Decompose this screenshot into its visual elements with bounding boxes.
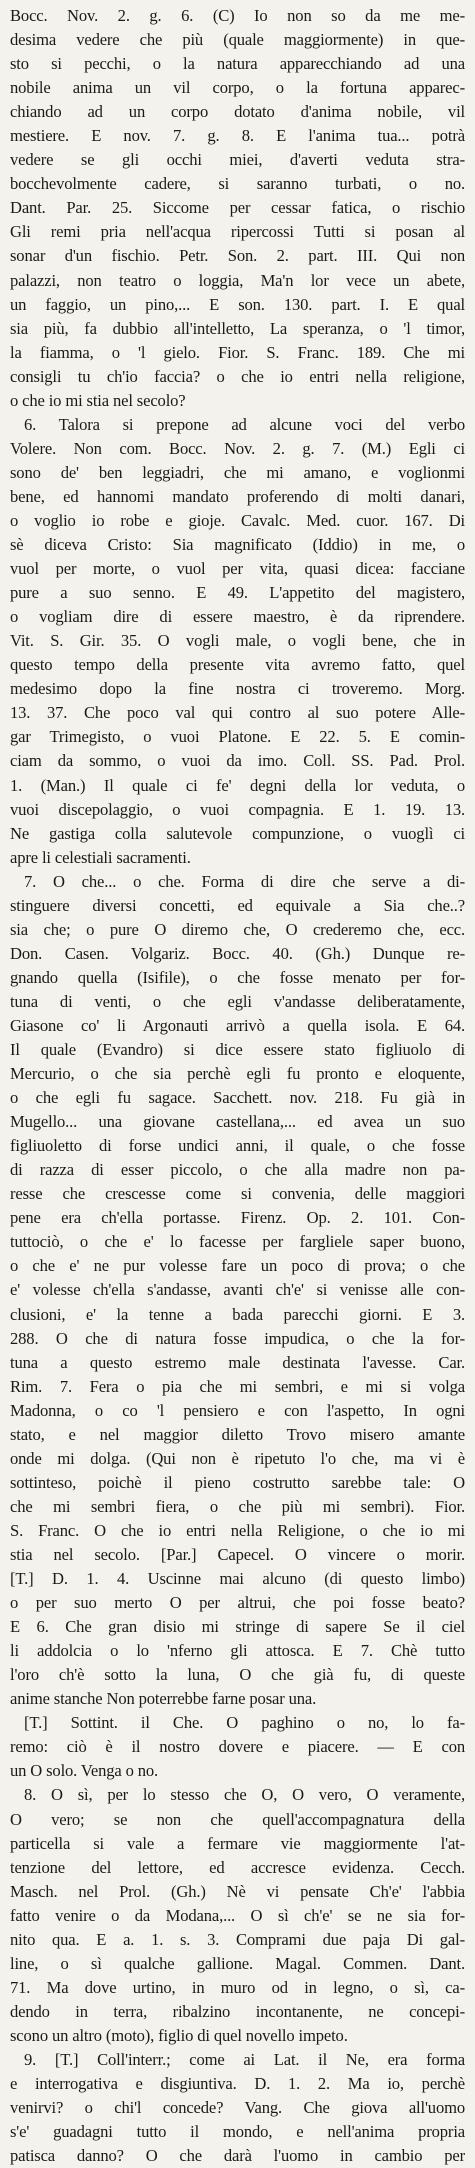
text-line: o vogliam dire di essere maestro, è da riprendere. xyxy=(10,607,465,627)
text-line: gnando quella (Isifile), o che fosse menato per for- xyxy=(10,967,465,987)
text-line: tuna di venti, o che egli v'andasse deliberatamente, xyxy=(10,991,465,1011)
text-line: anime stanche Non poterrebbe farne posar una. xyxy=(10,1689,317,1709)
text-line: 8. O sì, per lo stesso che O, O vero, O veramente, xyxy=(24,1785,465,1805)
text-line: medesimo dopo la fine nostra ci troveremo. Morg. xyxy=(10,679,465,699)
text-line: sè diceva Cristo: Sia magnificato (Iddio) in me, o xyxy=(10,535,465,555)
text-line: stinguere diversi concetti, ed equivale a Sia che..? xyxy=(10,895,465,915)
text-line: e interrogativa e disgiuntiva. D. 1. 2. Ma io, perchè xyxy=(10,2074,465,2094)
text-line: vuoi discepolaggio, o vuoi compagnia. E 1. 19. 13. xyxy=(10,799,465,819)
text-line: resse che crescesse come si convenia, delle maggiori xyxy=(10,1184,465,1204)
text-line: fatto venire o da Modana,... O sì ch'e' se ne sia for- xyxy=(10,1905,465,1925)
text-line: li addolcia o lo 'nferno gli attosca. E 7. Chè tutto xyxy=(10,1641,465,1661)
text-line: dendo in terra, ribalzino incontanente, ne concepi- xyxy=(10,2001,465,2021)
text-line: O vero; se non che quell'accompagnatura della xyxy=(10,1809,465,1829)
text-line: o che e' ne pur volesse fare un poco di prova; o che xyxy=(10,1256,465,1276)
text-line: 71. Ma dove urtino, in muro od in legno, o sì, ca- xyxy=(10,1977,465,1997)
text-line: o che egli fu sagace. Sacchett. nov. 218. Fu già in xyxy=(10,1088,465,1108)
text-line: Ne gastiga colla salutevole compunzione, o vuoglì ci xyxy=(10,823,465,843)
text-line: consigli tu ch'io faccia? o che io entri nella religione, xyxy=(10,366,465,386)
text-line: o voglio io robe e gioje. Cavalc. Med. cuor. 167. Di xyxy=(10,510,465,530)
text-line: nito qua. E a. 1. s. 3. Comprami due paja Di gal- xyxy=(10,1929,465,1949)
text-line: questo tempo della presente vita avremo fatto, quel xyxy=(10,655,465,675)
text-line: Madonna, o co 'l pensiero e con l'aspetto, In ogni xyxy=(10,1400,465,1420)
text-line: patisca danno? O che darà l'uomo in cambio per xyxy=(10,2146,465,2166)
text-line: l'oro ch'è sotto la luna, O che già fu, di queste xyxy=(10,1665,465,1685)
text-line: figliuoletto di forse undici anni, il quale, o che fosse xyxy=(10,1136,465,1156)
text-line: Masch. nel Prol. (Gh.) Nè vi pensate Ch'e' l'abbia xyxy=(10,1881,465,1901)
text-line: Gli remi pria nell'acqua ripercossi Tutti si posan al xyxy=(10,222,465,242)
text-line: pure a suo senno. E 49. L'appetito del magistero, xyxy=(10,583,465,603)
text-line: 1. (Man.) Il quale ci fe' degni della lor veduta, o xyxy=(10,775,465,795)
text-line: bene, ed hannomi mandato proferendo di molti danari, xyxy=(10,486,465,506)
text-line: pene era ch'ella portasse. Firenz. Op. 2. 101. Con- xyxy=(10,1208,465,1228)
text-line: bocchevolmente cadere, si saranno turbati, o no. xyxy=(10,174,465,194)
text-line: 288. O che di natura fosse impudica, o che la for- xyxy=(10,1328,465,1348)
text-line: ciam da sommo, o vuoi da imo. Coll. SS. Pad. Prol. xyxy=(10,751,465,771)
text-line: 13. 37. Che poco val qui contro al suo potere Alle- xyxy=(10,703,465,723)
text-line: clusioni, e' la tenne a bada parecchi giorni. E 3. xyxy=(10,1304,465,1324)
text-line: chiando ad un corpo dotato d'anima nobile, vil xyxy=(10,102,465,122)
text-line: vedere se gli occhi miei, d'averti veduta stra- xyxy=(10,150,465,170)
text-line: o che io mi stia nel secolo? xyxy=(10,390,186,410)
text-line: sonar d'un fischio. Petr. Son. 2. part. III. Qui non xyxy=(10,246,465,266)
text-line: Rim. 7. Fera o pia che mi sembri, e mi si volga xyxy=(10,1376,465,1396)
text-line: venirvi? o chi'l concede? Vang. Che giova all'uomo xyxy=(10,2098,465,2118)
text-line: stia nel secolo. [Par.] Capecel. O vincere o morir. xyxy=(10,1545,465,1564)
text-line: sia più, fa dubbio all'intelletto, La speranza, o 'l timor, xyxy=(10,318,465,338)
text-line: tuttociò, o che e' lo facesse per fargliele saper buono, xyxy=(10,1232,465,1252)
text-line: S. Franc. O che io entri nella Religione, o che io mi xyxy=(10,1520,465,1540)
text-line: e' volesse ch'ella s'andasse, avanti ch'e' si venisse alle con- xyxy=(10,1280,465,1300)
text-line: scono un altro (moto), figlio di quel novello impeto. xyxy=(10,2025,348,2045)
text-line: Giasone co' li Argonauti arrivò a quella isola. E 64. xyxy=(10,1015,465,1035)
text-line: sottinteso, poichè il pieno costrutto sarebbe tale: O xyxy=(10,1472,465,1492)
text-line: sia che; o pure O diremo che, O crederemo che, ecc. xyxy=(10,919,465,939)
text-line: Dant. Par. 25. Siccome per cessar fatica, o rischio xyxy=(10,198,465,218)
text-line: Vit. S. Gir. 35. O vogli male, o vogli bene, che in xyxy=(10,631,465,651)
text-line: vuol per morte, o vuol per vita, quasi dicea: facciane xyxy=(10,559,465,579)
text-line: stato, e nel maggior diletto Trovo misero amante xyxy=(10,1424,465,1444)
text-line: 9. [T.] Coll'interr.; come ai Lat. il Ne, era forma xyxy=(24,2049,465,2069)
text-line: desima vedere che più (quale maggiormente) in que- xyxy=(10,30,465,50)
text-line: s'e' guadagni tutto il mondo, e nell'anima propria xyxy=(10,2122,465,2142)
text-line: che mi sembri fiera, o che più mi sembri). Fior. xyxy=(10,1496,465,1516)
text-line: remo: ciò è il nostro dovere e piacere. — E con xyxy=(10,1737,465,1757)
text-line: Il quale (Evandro) si dice essere stato figliuolo di xyxy=(10,1040,465,1060)
text-line: tenzione del lettore, ed accresce evidenza. Cecch. xyxy=(10,1857,465,1877)
text-line: 7. O che... o che. Forma di dire che serve a di- xyxy=(24,871,465,891)
text-line: o per suo merto O per altrui, che poi fosse beato? xyxy=(10,1593,465,1613)
text-line: gar Trimegisto, o vuoi Platone. E 22. 5. E comin- xyxy=(10,727,465,747)
text-line: Bocc. Nov. 2. g. 6. (C) Io non so da me me- xyxy=(10,6,465,25)
text-line: un O solo. Venga o no. xyxy=(10,1761,159,1781)
text-line: Don. Casen. Volgariz. Bocc. 40. (Gh.) Dunque re- xyxy=(10,943,465,963)
text-line: mestiere. E nov. 7. g. 8. E l'anima tua... potrà xyxy=(10,126,465,146)
text-line: la fiamma, o 'l gielo. Fior. S. Franc. 189. Che mi xyxy=(10,342,465,362)
text-line: un faggio, un pino,... E son. 130. part. I. E qual xyxy=(10,294,465,314)
text-line: sto si pecchi, o la natura apparecchiando ad una xyxy=(10,54,465,74)
text-line: sono de' ben leggiadri, che mi amano, e voglionmi xyxy=(10,462,465,482)
text-line: Mercurio, o che sia perchè egli fu pronto e eloquente, xyxy=(10,1064,465,1084)
text-line: E 6. Che gran disio mi stringe di sapere Se il ciel xyxy=(10,1617,465,1637)
text-line: particella si vale a fermare vie maggiormente l'at- xyxy=(10,1833,465,1853)
text-line: palazzi, non teatro o loggia, Ma'n lor vece un abete, xyxy=(10,270,465,290)
text-line: Volere. Non com. Bocc. Nov. 2. g. 7. (M.) Egli ci xyxy=(10,438,465,458)
text-column xyxy=(10,4,465,2168)
text-line: [T.] D. 1. 4. Uscinne mai alcuno (di questo limbo) xyxy=(10,1569,465,1589)
text-line: [T.] Sottint. il Che. O paghino o no, lo fa- xyxy=(24,1713,465,1733)
text-line: di razza di esser piccolo, o che alla madre non pa- xyxy=(10,1160,465,1180)
text-line: nobile anima un vil corpo, o la fortuna apparec- xyxy=(10,78,465,98)
text-line: line, o sì qualche gallione. Magal. Commen. Dant. xyxy=(10,1953,465,1973)
text-line: onde mi dolga. (Qui non è ripetuto l'o che, ma vi è xyxy=(10,1448,465,1468)
text-line: tuna a questo estremo male destinata l'avesse. Car. xyxy=(10,1352,465,1372)
text-line: 6. Talora si prepone ad alcune voci del verbo xyxy=(24,414,465,434)
text-line: Mugello... una giovane castellana,... ed avea un suo xyxy=(10,1112,465,1132)
text-line: apre li celestiali sacramenti. xyxy=(10,847,191,867)
